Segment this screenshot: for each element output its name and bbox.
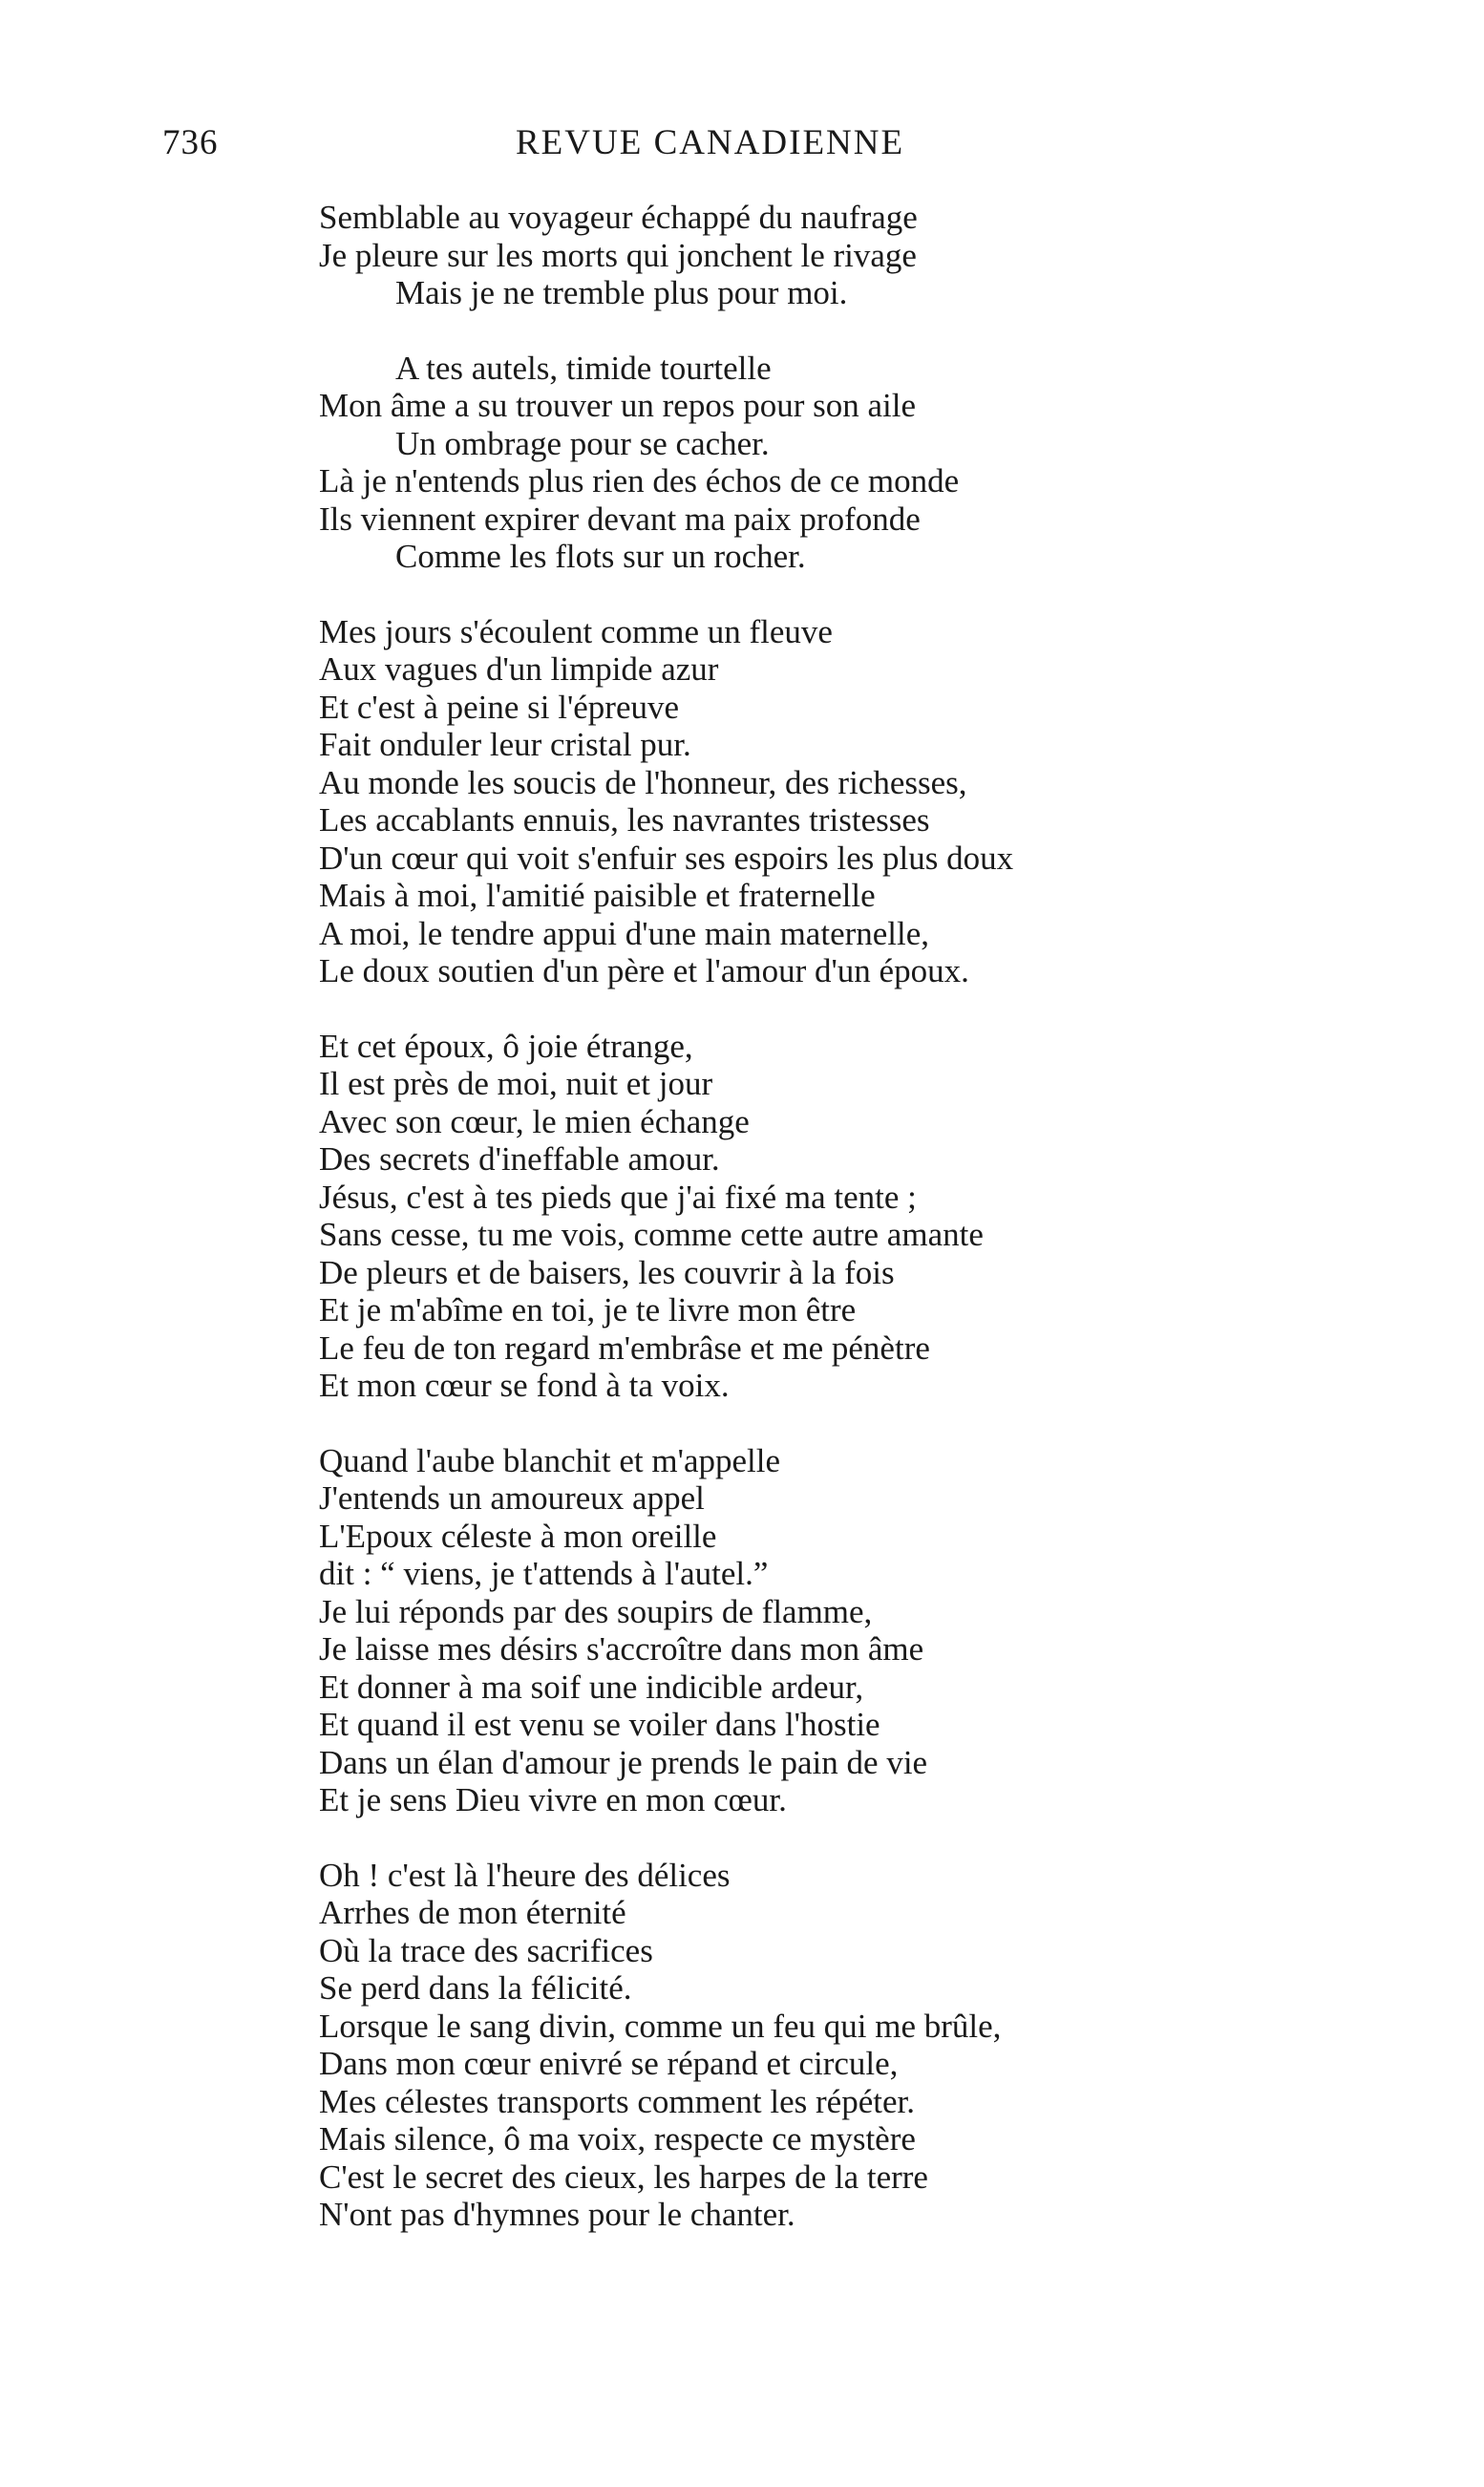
page-number: 736 — [162, 123, 219, 162]
poem-line: Au monde les soucis de l'honneur, des richesses, — [319, 763, 967, 801]
poem-body — [319, 199, 1398, 2271]
poem-line: Je laisse mes désirs s'accroître dans mon âme — [319, 1630, 924, 1668]
poem-line: Mon âme a su trouver un repos pour son aile — [319, 387, 916, 424]
poem-line: Je lui réponds par des soupirs de flamme, — [319, 1592, 873, 1630]
poem-line: Et je sens Dieu vivre en mon cœur. — [319, 1781, 787, 1818]
poem-line: Et c'est à peine si l'épreuve — [319, 688, 680, 726]
poem-line: Fait onduler leur cristal pur. — [319, 726, 691, 763]
poem-line: Dans mon cœur enivré se répand et circule, — [319, 2045, 899, 2082]
poem-line: A moi, le tendre appui d'une main maternelle, — [319, 914, 930, 952]
poem-line: Là je n'entends plus rien des échos de ce monde — [319, 462, 960, 500]
poem-line: dit : “ viens, je t'attends à l'autel.” — [319, 1555, 769, 1592]
poem-line: Aux vagues d'un limpide azur — [319, 650, 719, 688]
poem-line: Et donner à ma soif une indicible ardeur, — [319, 1668, 864, 1706]
poem-line: Mais je ne tremble plus pour moi. — [395, 274, 848, 311]
poem-stanza — [319, 199, 1398, 312]
poem-line: Un ombrage pour se cacher. — [395, 424, 770, 462]
poem-line: D'un cœur qui voit s'enfuir ses espoirs les plus doux — [319, 839, 1014, 877]
poem-line: L'Epoux céleste à mon oreille — [319, 1517, 717, 1555]
poem-line: Le doux soutien d'un père et l'amour d'un époux. — [319, 952, 969, 989]
poem-line: Et je m'abîme en toi, je te livre mon être — [319, 1291, 857, 1329]
poem-line: Dans un élan d'amour je prends le pain de vie — [319, 1743, 928, 1781]
poem-line: Sans cesse, tu me vois, comme cette autre amante — [319, 1216, 984, 1253]
poem-line: Et quand il est venu se voiler dans l'hostie — [319, 1706, 880, 1743]
poem-line: Ils viennent expirer devant ma paix profonde — [319, 500, 921, 538]
poem-line: Et mon cœur se fond à ta voix. — [319, 1367, 730, 1404]
poem-stanza — [319, 1857, 1398, 2234]
running-title: REVUE CANADIENNE — [516, 123, 905, 162]
poem-line: Je pleure sur les morts qui jonchent le rivage — [319, 236, 917, 274]
poem-line: Où la trace des sacrifices — [319, 1931, 653, 1969]
poem-line: Mais silence, ô ma voix, respecte ce mystère — [319, 2120, 916, 2158]
poem-line: Quand l'aube blanchit et m'appelle — [319, 1441, 780, 1479]
poem-line: Mais à moi, l'amitié paisible et fraternelle — [319, 877, 876, 914]
poem-line: J'entends un amoureux appel — [319, 1479, 705, 1517]
poem-line: Mes célestes transports comment les répéter. — [319, 2082, 915, 2120]
poem-line: C'est le secret des cieux, les harpes de la terre — [319, 2158, 928, 2196]
poem-line: Le feu de ton regard m'embrâse et me pénètre — [319, 1329, 930, 1367]
poem-line: Lorsque le sang divin, comme un feu qui me brûle, — [319, 2007, 1002, 2045]
poem-stanza — [319, 1028, 1398, 1405]
poem-line: Oh ! c'est là l'heure des délices — [319, 1856, 731, 1894]
poem-line: Se perd dans la félicité. — [319, 1969, 632, 2007]
poem-line: Et cet époux, ô joie étrange, — [319, 1027, 693, 1065]
poem-line: Comme les flots sur un rocher. — [395, 538, 806, 575]
poem-line: Jésus, c'est à tes pieds que j'ai fixé ma tente ; — [319, 1178, 917, 1216]
poem-line: Des secrets d'ineffable amour. — [319, 1140, 720, 1178]
poem-line: De pleurs et de baisers, les couvrir à la fois — [319, 1253, 895, 1291]
poem-line: Il est près de moi, nuit et jour — [319, 1065, 713, 1102]
poem-line: Semblable au voyageur échappé du naufrage — [319, 199, 918, 236]
poem-line: N'ont pas d'hymnes pour le chanter. — [319, 2196, 795, 2233]
poem-line: Avec son cœur, le mien échange — [319, 1102, 750, 1140]
poem-stanza — [319, 350, 1398, 576]
poem-line: Mes jours s'écoulent comme un fleuve — [319, 612, 833, 650]
poem-line: A tes autels, timide tourtelle — [395, 349, 772, 387]
poem-line: Les accablants ennuis, les navrantes tristesses — [319, 801, 930, 839]
poem-stanza — [319, 613, 1398, 990]
poem-line: Arrhes de mon éternité — [319, 1894, 626, 1931]
poem-stanza — [319, 1442, 1398, 1819]
